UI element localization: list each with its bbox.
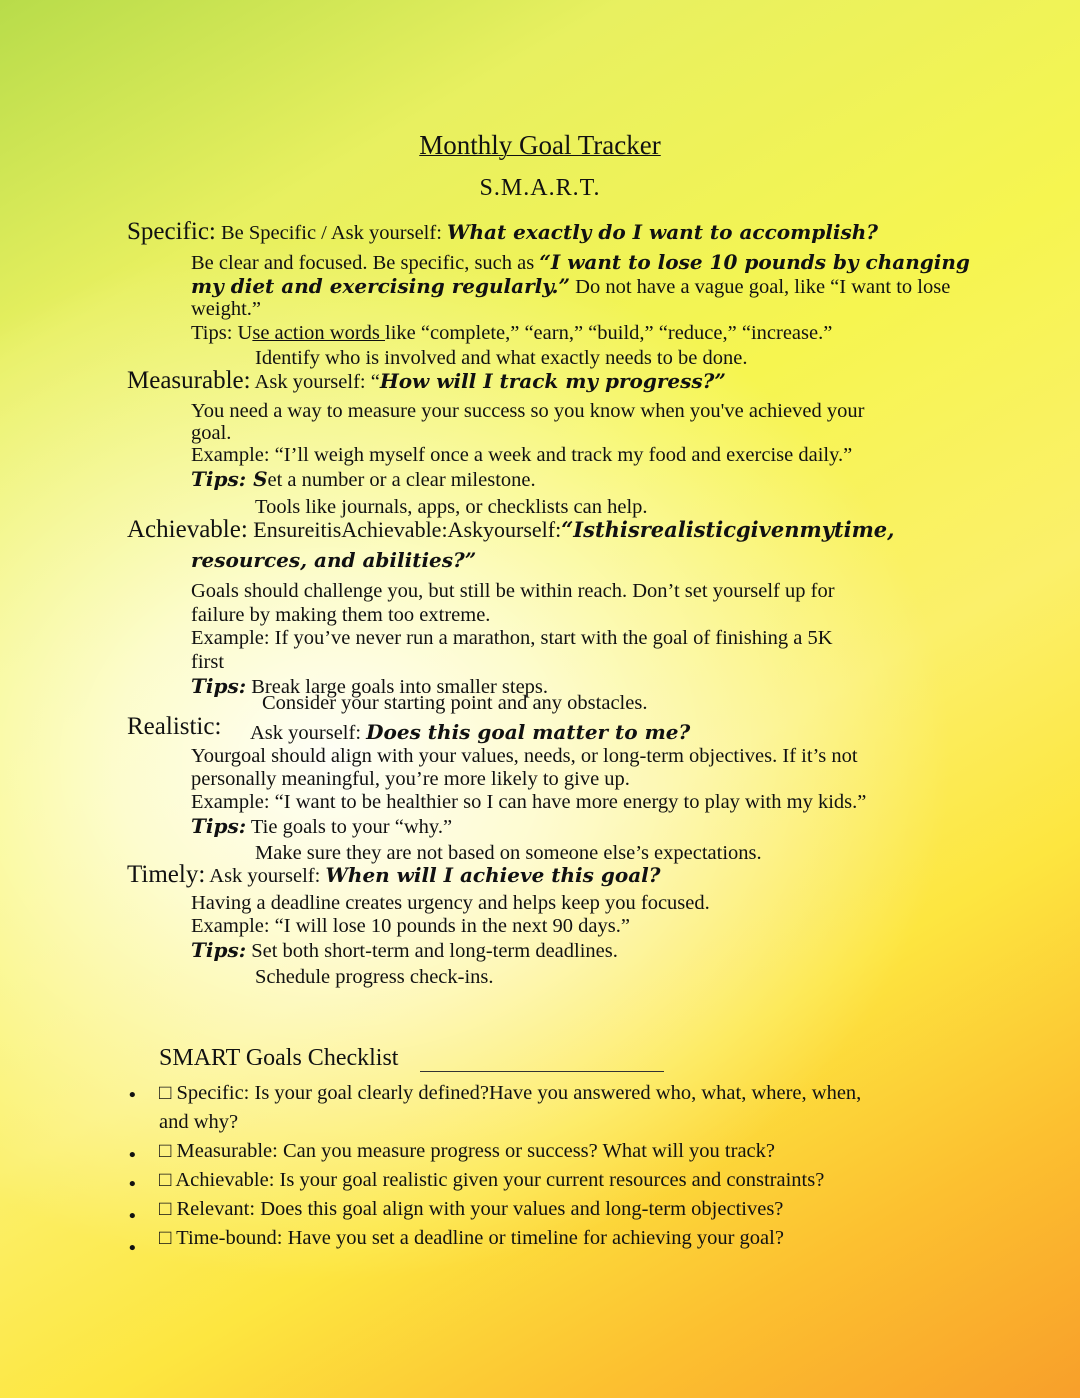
specific-heading-line [127,218,878,246]
checklist-item-specific-cont: and why? [159,1111,239,1133]
specific-tips-a: Tips: U [191,322,253,344]
specific-tips-b: like “complete,” “earn,” “build,” “reduce,” “increase.” [385,322,833,344]
achievable-line-3: Example: If you’ve never run a marathon, start with the goal of finishing a 5K [191,627,833,649]
specific-intro: Be Specific / Ask yourself: [215,222,448,244]
realistic-question: Does this goal matter to me? [366,720,691,744]
bullet: • [127,1085,138,1106]
measurable-line-2: goal. [191,422,232,444]
timely-tips-2: Schedule progress check-ins. [255,966,494,988]
specific-line-1 [191,250,970,275]
page-subtitle: S.M.A.R.T. [479,175,601,201]
achievable-tips-2: Consider your starting point and any obstacles. [262,692,648,714]
achievable-question-a: “Isthisrealisticgivenmytime, [561,517,895,542]
achievable-line-4: first [191,651,225,673]
measurable-heading: Measurable: [127,367,251,394]
achievable-heading: Achievable: [127,516,248,543]
measurable-heading-line [127,367,726,395]
realistic-question-line [250,720,690,745]
bullet: • [127,1145,138,1166]
checklist-heading: SMART Goals Checklist [159,1045,399,1071]
timely-tips-label: Tips: [191,938,247,962]
realistic-heading-line [127,713,221,741]
realistic-tips-label: Tips: [191,814,247,838]
checklist-item-measurable[interactable]: □ Measurable: Can you measure progress or success? What will you track? [159,1140,775,1162]
specific-line-1b: “I want to lose 10 pounds by changing [539,250,970,274]
specific-line-3: weight.” [191,298,262,320]
timely-intro: Ask yourself: [205,865,326,887]
realistic-line-2: personally meaningful, you’re more likely to give up. [191,768,630,790]
realistic-tips [191,814,452,839]
measurable-line-1: You need a way to measure your success so you know when you've achieved your [191,400,865,422]
specific-line-2 [191,274,950,299]
bullet: • [127,1174,138,1195]
timely-question: When will I achieve this goal? [325,863,661,887]
timely-line-2: Example: “I will lose 10 pounds in the next 90 days.” [191,915,630,937]
specific-tips-2: Identify who is involved and what exactly needs to be done. [255,347,748,369]
bullet: • [127,1238,138,1259]
checklist-item-achievable[interactable]: □ Achievable: Is your goal realistic given your current resources and constraints? [159,1169,825,1191]
specific-line-2a: my diet and exercising regularly.” [191,274,571,298]
realistic-line-3: Example: “I want to be healthier so I can have more energy to play with my kids.” [191,791,867,813]
timely-tips-text: Set both short-term and long-term deadlines. [246,940,618,962]
measurable-line-3: Example: “I’ll weigh myself once a week and track my food and exercise daily.” [191,444,853,466]
specific-tips-underlined: se action words [252,322,386,344]
achievable-tips-label: Tips: [191,674,247,698]
achievable-line-1: Goals should challenge you, but still be within reach. Don’t set yourself up for [191,580,835,602]
bullet: • [127,1206,138,1227]
achievable-line-2: failure by making them too extreme. [191,604,491,626]
timely-heading-line [127,861,660,889]
specific-question: What exactly do I want to accomplish? [447,220,878,244]
realistic-intro: Ask yourself: [250,722,367,744]
timely-tips [191,938,618,963]
measurable-tips-label: Tips: S [191,467,268,491]
measurable-tips-text: et a number or a clear milestone. [267,469,536,491]
specific-tips [191,322,832,345]
specific-line-1a: Be clear and focused. Be specific, such as [191,252,540,274]
realistic-line-1: Yourgoal should align with your values, needs, or long-term objectives. If it’s not [191,745,858,767]
specific-heading: Specific: [127,218,216,245]
realistic-heading: Realistic: [127,713,222,740]
timely-heading: Timely: [127,861,206,888]
achievable-question-b: resources, and abilities?” [191,548,477,572]
checklist-item-relevant[interactable]: □ Relevant: Does this goal align with your values and long-term objectives? [159,1198,784,1220]
page-title: Monthly Goal Tracker [419,130,661,160]
achievable-heading-line [127,516,894,544]
checklist-heading-underline [420,1071,664,1072]
realistic-tips-2: Make sure they are not based on someone else’s expectations. [255,842,762,864]
measurable-question: How will I track my progress?” [379,369,726,393]
checklist-item-time-bound[interactable]: □ Time-bound: Have you set a deadline or timeline for achieving your goal? [159,1227,784,1249]
measurable-tips [191,467,536,492]
checklist-item-specific[interactable]: □ Specific: Is your goal clearly defined?Have you answered who, what, where, when, [159,1082,862,1104]
timely-line-1: Having a deadline creates urgency and helps keep you focused. [191,892,710,914]
measurable-intro: Ask yourself: “ [250,371,380,393]
achievable-intro: EnsureitisAchievable:Askyourself: [247,517,562,542]
measurable-tips-2: Tools like journals, apps, or checklists can help. [255,496,648,518]
achievable-tips-text: Break large goals into smaller steps. [246,676,549,698]
realistic-tips-text: Tie goals to your “why.” [246,816,453,838]
specific-line-2b: Do not have a vague goal, like “I want to lose [570,276,951,298]
